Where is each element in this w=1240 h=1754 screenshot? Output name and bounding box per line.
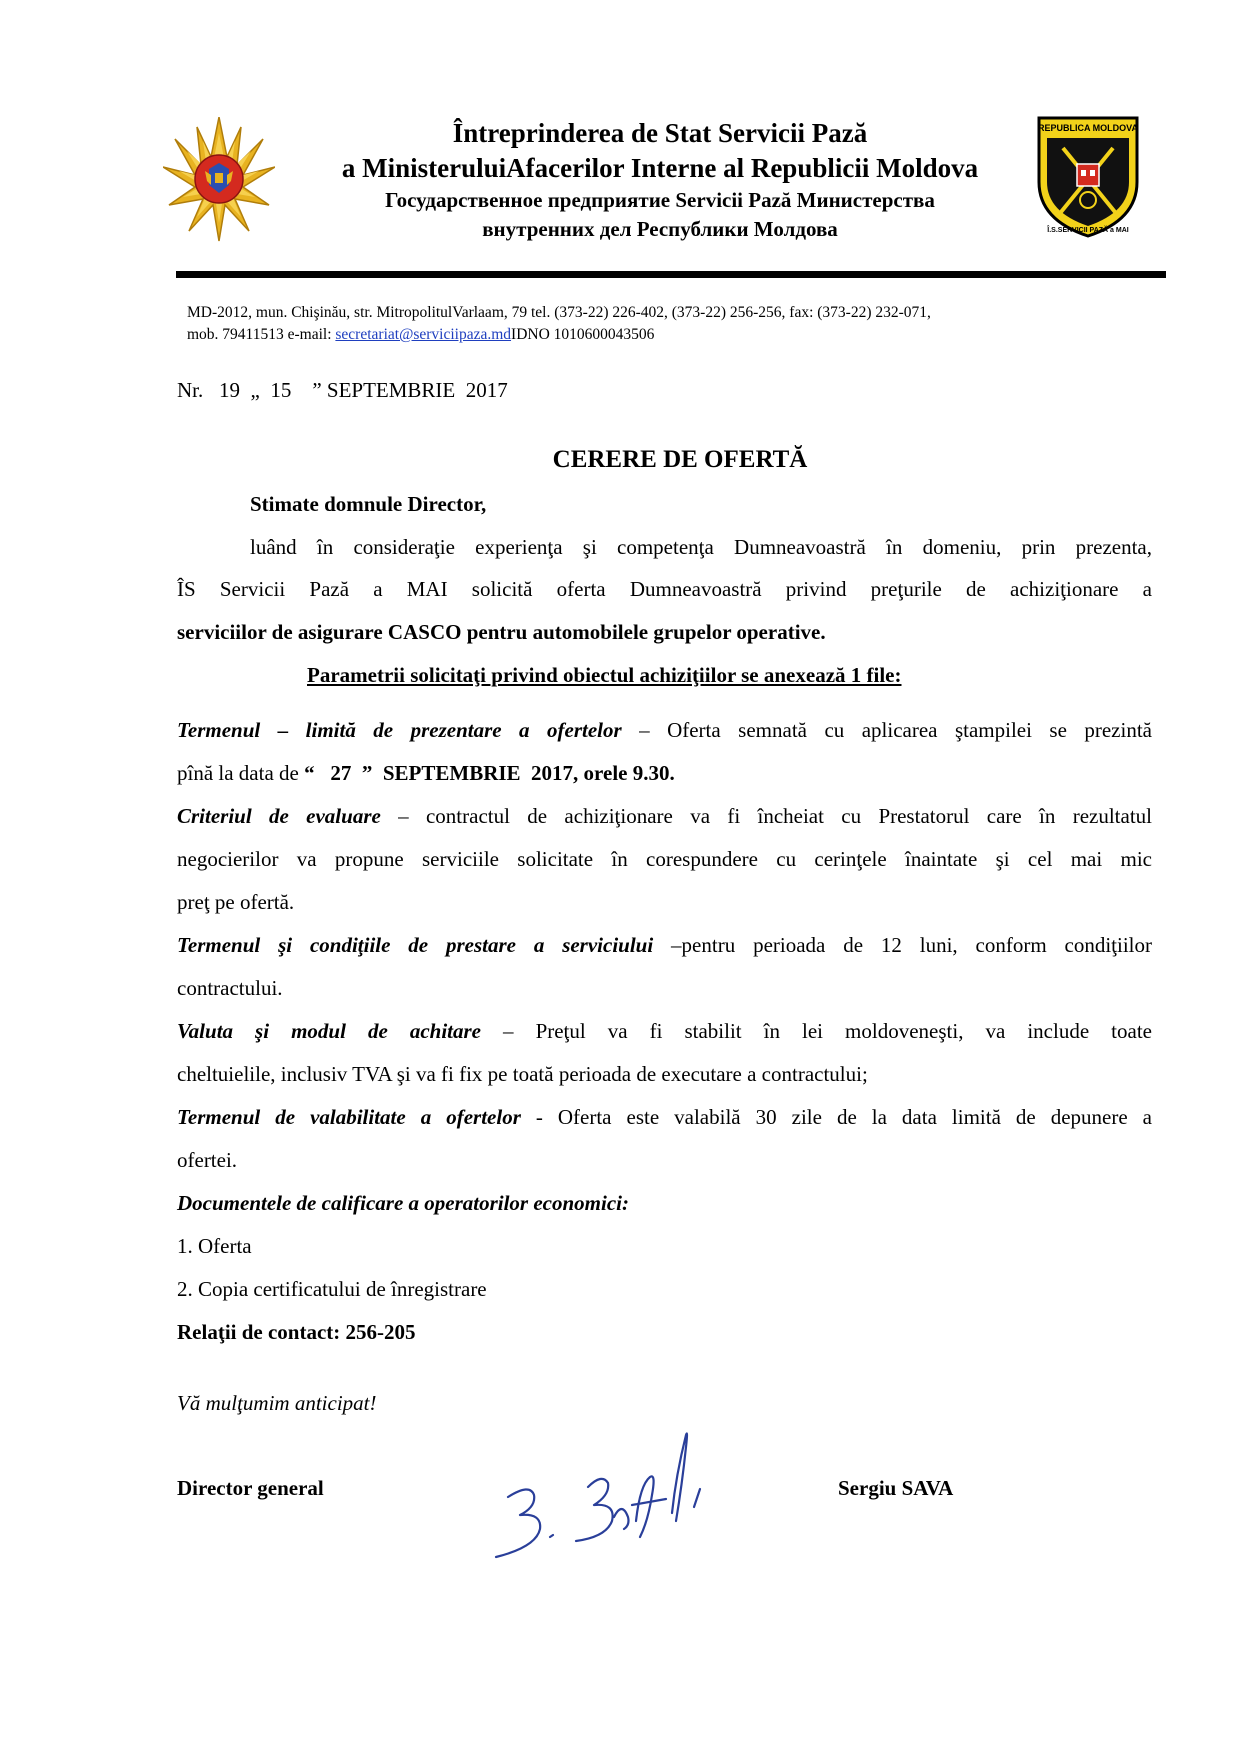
conditions-label: Termenul şi condiţiile de prestare a serviciului — [177, 933, 654, 957]
contact-line2 — [187, 326, 654, 344]
term-line1 — [177, 718, 1152, 743]
document-title: CERERE DE OFERTĂ — [552, 446, 808, 473]
criteria-line2: negocierilor va propune serviciile solicitate în corespundere cu cerinţele înaintate şi cel mai mic — [177, 847, 1152, 871]
params-heading: Parametrii solicitaţi privind obiectul achiziţiilor se anexează 1 file: — [307, 663, 902, 687]
currency-text: – Preţul va fi stabilit în lei moldoveneşti, va include toate — [481, 1019, 1152, 1043]
conditions-text: –pentru perioada de 12 luni, conform condiţiilor — [653, 933, 1152, 957]
email-link[interactable]: secretariat@serviciipaza.md — [335, 326, 512, 343]
intro-line2: ÎS Servicii Pază a MAI solicită oferta Dumneavoastră privind preţurile de achiziţionare a — [177, 577, 1152, 601]
emblem-bottom-label: Î.S.SERVICII PAZĂ a MAI — [1047, 227, 1129, 234]
currency-line2: cheltuielile, inclusiv TVA şi va fi fix pe toată perioada de executare a contractului; — [177, 1062, 868, 1086]
term-line2 — [177, 761, 675, 786]
validity-line1 — [177, 1105, 1152, 1130]
docs-heading: Documentele de calificare a operatorilor economici: — [177, 1191, 629, 1215]
criteria-text: – contractul de achiziţionare va fi încheiat cu Prestatorul care în rezultatul — [380, 804, 1152, 828]
conditions-line2: contractului. — [177, 976, 283, 1000]
term-text: – Oferta semnată cu aplicarea ştampilei se prezintă — [621, 718, 1152, 742]
criteria-line3: preţ pe ofertă. — [177, 890, 295, 914]
term-deadline-prefix: pînă la data de — [177, 761, 305, 785]
contact-phone-line: Relaţii de contact: 256-205 — [177, 1320, 416, 1344]
signatory-name: Sergiu SAVA — [838, 1476, 954, 1500]
validity-text: - Oferta este valabilă 30 zile de la data limită de depunere a — [520, 1105, 1152, 1129]
intro-line3: serviciilor de asigurare CASCO pentru automobilele grupelor operative. — [177, 620, 826, 644]
conditions-line1 — [177, 933, 1152, 958]
docs-item-1: 1. Oferta — [177, 1234, 252, 1258]
servicii-paza-shield-emblem — [1033, 112, 1143, 240]
docs-item-2: 2. Copia certificatului de înregistrare — [177, 1277, 487, 1301]
handwritten-signature — [490, 1425, 720, 1565]
thanks-line: Vă mulţumim anticipat! — [177, 1391, 377, 1415]
currency-line1 — [177, 1019, 1152, 1044]
org-name-ru-line2: внутренних дел Республики Молдова — [482, 217, 838, 241]
criteria-label: Criteriul de evaluare — [177, 804, 381, 828]
org-name-ru-line1: Государственное предприятие Servicii Pază Министерства — [385, 188, 935, 212]
validity-label: Termenul de valabilitate a ofertelor — [177, 1105, 521, 1129]
emblem-top-label: REPUBLICA MOLDOVA — [1038, 123, 1138, 133]
header-divider — [176, 271, 1166, 278]
intro-line1-wrap — [177, 535, 1152, 560]
criteria-line1 — [177, 804, 1152, 829]
currency-label: Valuta şi modul de achitare — [177, 1019, 481, 1043]
document-reference: Nr. 19 „ 15 ” SEPTEMBRIE 2017 — [177, 378, 508, 402]
validity-line2: ofertei. — [177, 1148, 238, 1172]
ministry-star-emblem — [163, 117, 275, 255]
term-label: Termenul – limită de prezentare a ofertelor — [177, 718, 622, 742]
salutation: Stimate domnule Director, — [250, 492, 487, 516]
signatory-role: Director general — [177, 1476, 324, 1500]
contact-idno: IDNO 1010600043506 — [511, 326, 655, 343]
term-deadline-date: “ 27 ” SEPTEMBRIE 2017, orele 9.30. — [304, 761, 675, 785]
org-name-ro-line2: a MinisteruluiAfacerilor Interne al Republicii Moldova — [341, 153, 979, 183]
contact-address-line: MD-2012, mun. Chişinău, str. MitropolitulVarlaam, 79 tel. (373-22) 226-402, (373-22) 256-256, fax: (373-22) 232-071, — [187, 304, 931, 321]
intro-line1: luând în consideraţie experienţa şi competenţa Dumneavoastră în domeniu, prin prezenta, — [250, 535, 1152, 559]
org-name-ro-line1: Întreprinderea de Stat Servicii Pază — [452, 118, 868, 148]
contact-mobile: mob. 79411513 e-mail: — [187, 326, 336, 343]
